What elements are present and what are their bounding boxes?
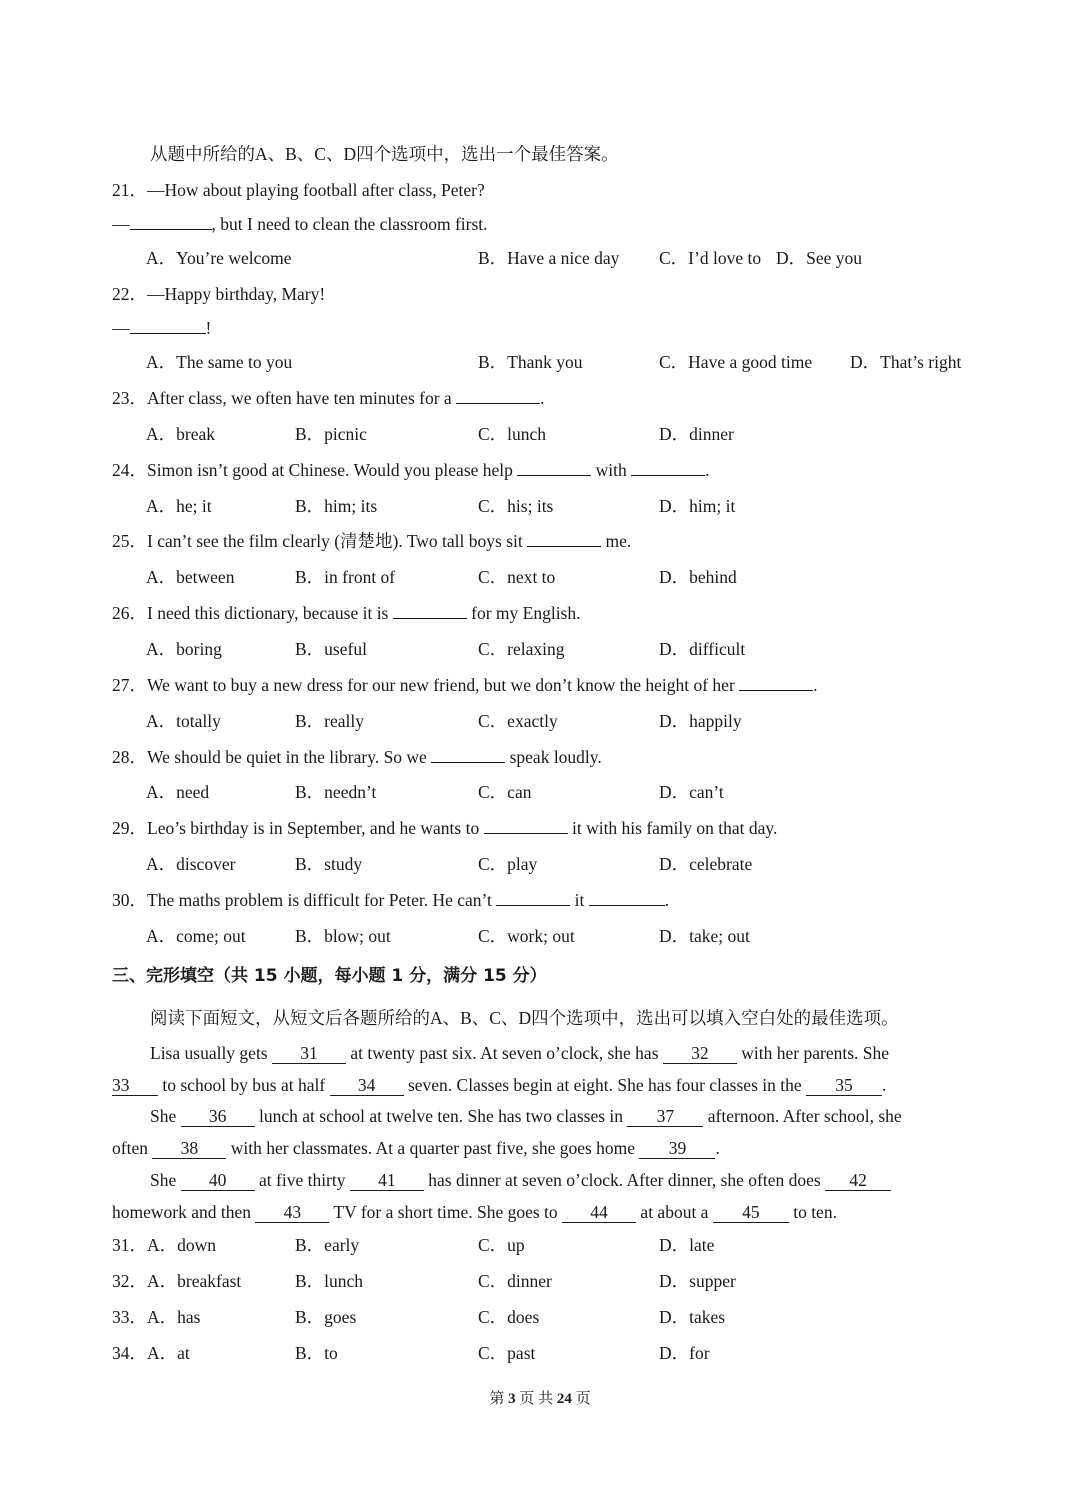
option-b: B．blow; out [295, 926, 391, 946]
footer-text: 页 [571, 1391, 591, 1407]
cloze-blank-42: 42 [825, 1170, 891, 1191]
cloze-blank-43: 43 [255, 1202, 329, 1223]
option-a: A．totally [146, 711, 221, 731]
cloze-blank-31: 31 [272, 1043, 346, 1064]
question-25 [112, 529, 631, 553]
question-number: 32． [112, 1271, 147, 1291]
option-b: B．needn’t [295, 782, 377, 802]
section-heading: 三、完形填空（共 15 小题，每小题 1 分，满分 15 分） [112, 966, 547, 986]
option-b: B．picnic [295, 424, 367, 444]
option-a: A．at [147, 1343, 190, 1363]
question-stem: —How about playing football after class, Peter? [147, 180, 485, 200]
cloze-blank-40: 40 [181, 1170, 255, 1191]
option-d: D．takes [659, 1307, 726, 1327]
cloze-question-34 [112, 1341, 190, 1365]
option-c: C．work; out [478, 926, 575, 946]
section-instruction: 阅读下面短文，从短文后各题所给的A、B、C、D四个选项中，选出可以填入空白处的最佳选项。 [150, 1008, 899, 1028]
option-c: C．relaxing [478, 639, 565, 659]
question-number: 22． [112, 284, 147, 304]
question-30 [112, 888, 669, 912]
question-stem-end: it with his family on that day. [567, 818, 778, 838]
option-d: D．celebrate [659, 854, 753, 874]
passage-text: with her classmates. At a quarter past five, she goes home [226, 1138, 640, 1158]
cloze-blank-36: 36 [181, 1106, 255, 1127]
option-c: C．his; its [478, 496, 554, 516]
answer-blank [517, 475, 591, 476]
question-stem: We want to buy a new dress for our new friend, but we don’t know the height of her [147, 675, 740, 695]
cloze-blank-34: 34 [330, 1075, 404, 1096]
option-a: A．between [146, 567, 235, 587]
question-number: 26． [112, 603, 147, 623]
option-d: D．happily [659, 711, 742, 731]
option-c: C．play [478, 854, 538, 874]
option-b: B．Have a nice day [478, 248, 620, 268]
question-stem-mid: it [570, 890, 589, 910]
passage-text: with her parents. She [736, 1043, 890, 1063]
question-stem: After class, we often have ten minutes for a [147, 388, 457, 408]
option-a: A．You’re welcome [146, 248, 292, 268]
option-a: A．boring [146, 639, 222, 659]
question-number: 25． [112, 531, 147, 551]
option-a: A．breakfast [147, 1271, 242, 1291]
question-27 [112, 673, 818, 697]
question-number: 23． [112, 388, 147, 408]
passage-text: She [150, 1170, 181, 1190]
option-d: D．late [659, 1235, 715, 1255]
option-c: C．past [478, 1343, 536, 1363]
cloze-blank-41: 41 [350, 1170, 424, 1191]
question-stem-end: . [664, 890, 670, 910]
passage-line-3 [150, 1104, 902, 1128]
question-stem-end: . [705, 460, 710, 480]
answer-blank [589, 905, 665, 906]
option-b: B．to [295, 1343, 338, 1363]
passage-text: . [715, 1138, 720, 1158]
question-number: 21． [112, 180, 147, 200]
cloze-question-32 [112, 1269, 241, 1293]
passage-text: homework and then [112, 1202, 256, 1222]
answer-blank [739, 690, 813, 691]
cloze-blank-37: 37 [627, 1106, 703, 1127]
question-22-reply [112, 316, 211, 340]
answer-blank [484, 833, 568, 834]
cloze-blank-35: 35 [806, 1075, 882, 1096]
option-c: C．next to [478, 567, 556, 587]
question-26 [112, 601, 581, 625]
option-a: A．has [147, 1307, 201, 1327]
footer-text: 第 [489, 1391, 509, 1407]
question-21-reply [112, 212, 488, 236]
dash: — [112, 318, 130, 338]
total-pages: 24 [556, 1391, 572, 1407]
cloze-blank-38: 38 [152, 1138, 226, 1159]
passage-text: to ten. [788, 1202, 837, 1222]
passage-text: lunch at school at twelve ten. She has two classes in [254, 1106, 628, 1126]
option-d: D．behind [659, 567, 737, 587]
question-stem-end: for my English. [466, 603, 581, 623]
option-b: B．study [295, 854, 363, 874]
passage-line-5 [150, 1168, 891, 1192]
passage-text: has dinner at seven o’clock. After dinner, she often does [423, 1170, 826, 1190]
option-b: B．early [295, 1235, 360, 1255]
question-22 [112, 282, 325, 306]
question-23 [112, 386, 544, 410]
option-d: D．him; it [659, 496, 736, 516]
option-c: C．up [478, 1235, 525, 1255]
passage-text: . [882, 1075, 887, 1095]
answer-blank [631, 475, 705, 476]
answer-blank [431, 762, 505, 763]
option-d: D．supper [659, 1271, 736, 1291]
option-b: B．in front of [295, 567, 396, 587]
option-b: B．Thank you [478, 352, 583, 372]
question-stem: The maths problem is difficult for Peter. He can’t [147, 890, 497, 910]
passage-text: afternoon. After school, she [703, 1106, 902, 1126]
question-number: 27． [112, 675, 147, 695]
page-number: 3 [508, 1391, 516, 1407]
option-a: A．come; out [146, 926, 246, 946]
passage-text: She [150, 1106, 181, 1126]
question-stem: Simon isn’t good at Chinese. Would you please help [147, 460, 518, 480]
question-stem: I can’t see the film clearly (清楚地). Two tall boys sit [147, 531, 528, 551]
passage-text: often [112, 1138, 153, 1158]
option-a: A．break [146, 424, 216, 444]
cloze-blank-39: 39 [639, 1138, 715, 1159]
passage-line-2 [112, 1073, 886, 1097]
option-c: C．dinner [478, 1271, 552, 1291]
option-a: A．down [147, 1235, 217, 1255]
option-c: C．does [478, 1307, 540, 1327]
passage-text: at about a [636, 1202, 713, 1222]
cloze-blank-45: 45 [713, 1202, 789, 1223]
option-c: C．I’d love to [659, 248, 762, 268]
option-b: B．him; its [295, 496, 378, 516]
answer-blank [456, 403, 540, 404]
answer-blank [496, 905, 570, 906]
option-d: D．take; out [659, 926, 750, 946]
question-number: 29． [112, 818, 147, 838]
question-number: 28． [112, 747, 147, 767]
dash: — [112, 214, 130, 234]
passage-line-4 [112, 1136, 720, 1160]
question-number: 34． [112, 1343, 147, 1363]
question-stem-end: . [540, 388, 545, 408]
option-b: B．really [295, 711, 365, 731]
passage-line-6 [112, 1200, 837, 1224]
option-d: D．dinner [659, 424, 734, 444]
reply-text: ! [205, 318, 212, 338]
passage-text: TV for a short time. She goes to [329, 1202, 563, 1222]
option-a: A．The same to you [146, 352, 293, 372]
option-b: B．goes [295, 1307, 357, 1327]
page-footer [0, 1388, 1080, 1410]
option-c: C．lunch [478, 424, 547, 444]
option-a: A．discover [146, 854, 236, 874]
cloze-blank-33: 33 [112, 1075, 158, 1096]
question-28 [112, 745, 602, 769]
question-stem-end: me. [601, 531, 632, 551]
passage-text: Lisa usually gets [150, 1043, 272, 1063]
option-d: D．for [659, 1343, 710, 1363]
option-d: D．difficult [659, 639, 746, 659]
passage-text: at twenty past six. At seven o’clock, she has [346, 1043, 663, 1063]
passage-text: at five thirty [254, 1170, 350, 1190]
reply-text: , but I need to clean the classroom first. [211, 214, 488, 234]
question-stem-end: . [813, 675, 818, 695]
answer-blank [527, 546, 601, 547]
passage-line-1 [150, 1041, 889, 1065]
question-number: 24． [112, 460, 147, 480]
option-d: D．That’s right [850, 352, 962, 372]
option-c: C．Have a good time [659, 352, 813, 372]
option-d: D．See you [776, 248, 863, 268]
question-stem-end: speak loudly. [505, 747, 602, 767]
question-21 [112, 178, 485, 202]
question-stem: —Happy birthday, Mary! [147, 284, 326, 304]
option-c: C．can [478, 782, 532, 802]
option-b: B．lunch [295, 1271, 364, 1291]
option-b: B．useful [295, 639, 367, 659]
question-stem-mid: with [591, 460, 632, 480]
cloze-blank-44: 44 [562, 1202, 636, 1223]
question-29 [112, 816, 777, 840]
passage-text: to school by bus at half [158, 1075, 330, 1095]
question-stem: I need this dictionary, because it is [147, 603, 393, 623]
cloze-blank-32: 32 [663, 1043, 737, 1064]
question-number: 33． [112, 1307, 147, 1327]
answer-blank [130, 333, 206, 334]
question-stem: We should be quiet in the library. So we [147, 747, 432, 767]
question-stem: Leo’s birthday is in September, and he wants to [147, 818, 484, 838]
option-c: C．exactly [478, 711, 558, 731]
option-a: A．he; it [146, 496, 212, 516]
answer-blank [393, 618, 467, 619]
cloze-question-31 [112, 1233, 216, 1257]
answer-blank [130, 229, 212, 230]
footer-text: 页 共 [515, 1391, 557, 1407]
option-d: D．can’t [659, 782, 724, 802]
question-number: 31． [112, 1235, 147, 1255]
cloze-question-33 [112, 1305, 200, 1329]
question-number: 30． [112, 890, 147, 910]
passage-text: seven. Classes begin at eight. She has four classes in the [403, 1075, 806, 1095]
question-24 [112, 458, 710, 482]
instruction-text: 从题中所给的A、B、C、D四个选项中，选出一个最佳答案。 [150, 144, 619, 164]
option-a: A．need [146, 782, 210, 802]
